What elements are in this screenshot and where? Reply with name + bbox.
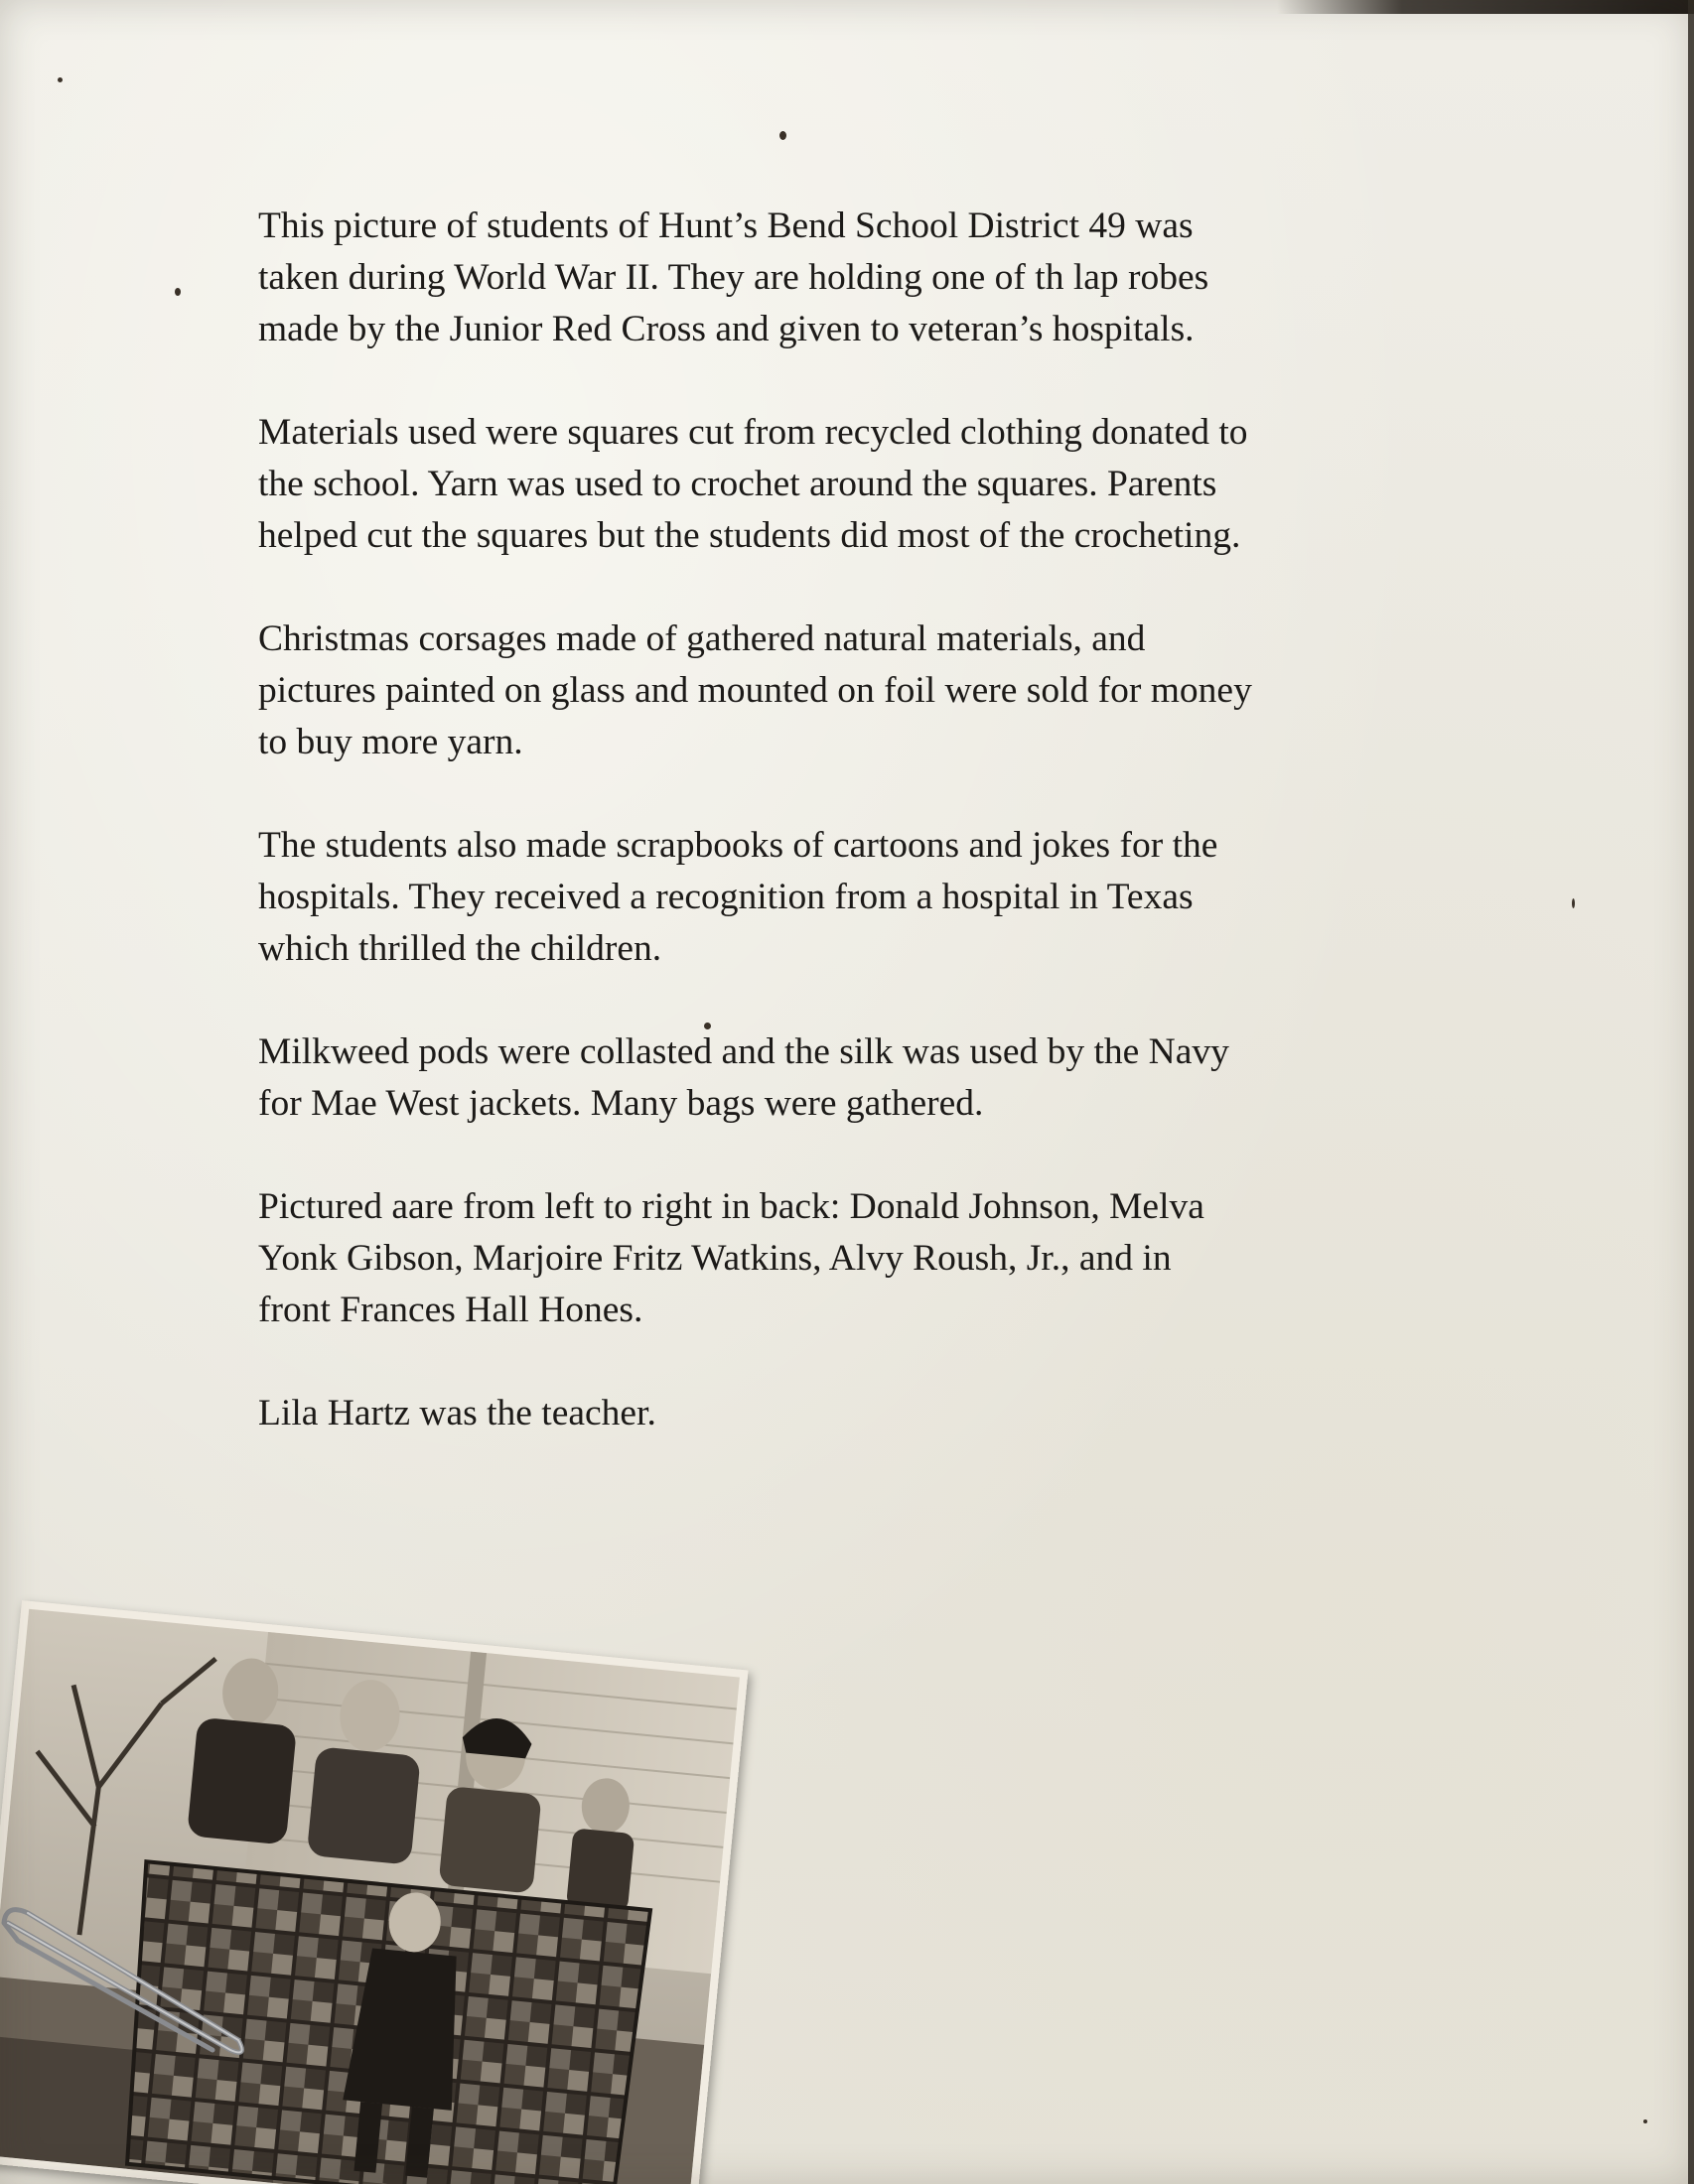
paragraph-milkweed: Milkweed pods were collasted and the silk was used by the Navy for Mae West jackets. Many bags were gathered. [258, 1031, 1229, 1124]
dust-speck [779, 131, 786, 140]
paragraph-teacher: Lila Hartz was the teacher. [258, 1393, 656, 1433]
photograph-image [0, 1600, 749, 2184]
paragraph-materials: Materials used were squares cut from recycled clothing donated to the school. Yarn was used to crochet around the squares. Parents helped cut the squares but the students did most of the crocheting. [258, 412, 1248, 556]
dust-speck [58, 77, 63, 82]
scan-edge-top [1277, 0, 1694, 14]
paragraph-pictured-names: Pictured aare from left to right in back: Donald Johnson, Melva Yonk Gibson, Marjoire Fritz Watkins, Alvy Roush, Jr., and in front Frances Hall Hones. [258, 1186, 1204, 1330]
attached-photograph [0, 1600, 749, 2184]
dust-speck [175, 288, 181, 296]
paragraph-scrapbooks: The students also made scrapbooks of cartoons and jokes for the hospitals. They received a recognition from a hospital in Texas which thrilled the children. [258, 825, 1218, 969]
paperclip-icon [0, 1901, 258, 2060]
scan-edge-right [1688, 0, 1694, 2184]
paragraph-fundraising: Christmas corsages made of gathered natural materials, and pictures painted on glass and mounted on foil were sold for money to buy more yarn. [258, 618, 1252, 762]
letter-body [258, 201, 1489, 1491]
paragraph-photo-description: This picture of students of Hunt’s Bend School District 49 was taken during World War II. They are holding one of th lap robes made by the Junior Red Cross and given to veteran’s hospitals. [258, 205, 1209, 349]
dust-speck [1572, 898, 1575, 908]
dust-speck [1643, 2119, 1647, 2123]
